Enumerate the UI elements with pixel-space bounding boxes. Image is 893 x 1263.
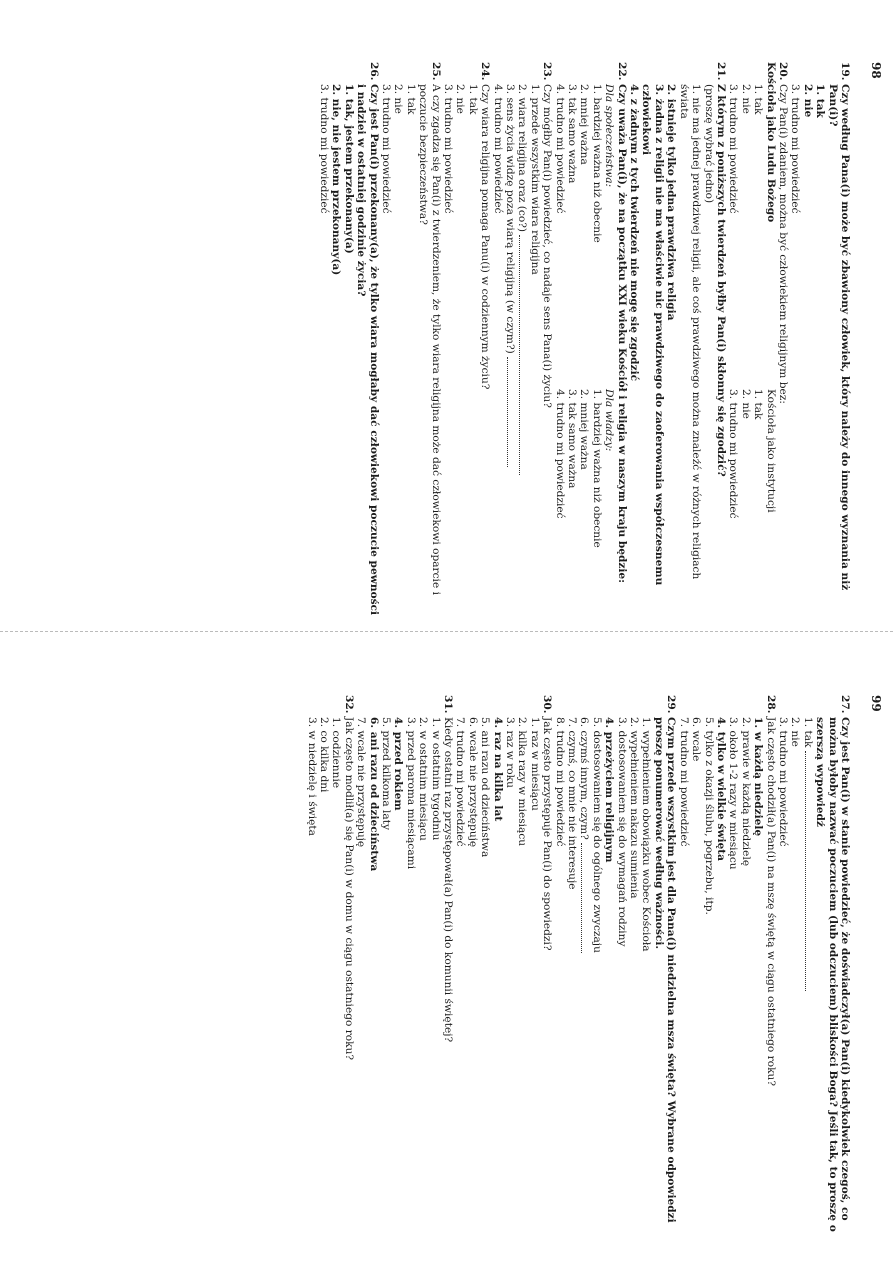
answer-option: 1. bardziej ważna niż obecnie: [590, 389, 603, 548]
answer-option: 1. raz w miesiącu: [528, 717, 541, 811]
answer-option: 6. wcale nie przystępuję: [466, 717, 479, 848]
answer-option: 1. tak: [801, 717, 814, 748]
question-number: 21.: [714, 62, 727, 81]
column-header: Dla władzy:: [603, 389, 616, 452]
answer-option: 4. trudno mi powiedzieć: [491, 84, 504, 214]
answer-option: 3. trudno mi powiedzieć: [776, 717, 789, 847]
answer-option: 3. raz w roku: [504, 717, 517, 788]
answer-option: 3. dostosowaniem się do wymagań rodziny: [615, 717, 628, 947]
question-text: Czy jest Pan(i) w stanie powiedzieć, że doświadczył(a) Pan(i) kiedykolwiek czegoś, co można byłoby nazwać poczuciem (lub odczuciem) bliskości Boga? Jeśli tak, to proszę o szerszą wypowiedź: [814, 717, 851, 1232]
question-number: 22.: [615, 62, 628, 81]
question-number: 23.: [541, 62, 554, 81]
answer-option: 5. przed kilkoma laty: [379, 717, 392, 830]
answer-option: 1. nie ma jednej prawdziwej religii, ale coś prawdziwego można znaleźć w różnych religiach świata: [677, 84, 703, 580]
answer-option: 5. ani razu od dzieciństwa: [479, 717, 492, 858]
fill-in-blank[interactable]: [805, 751, 814, 991]
answer-option: 4. trudno mi powiedzieć: [553, 84, 566, 214]
answer-option: 1. tak: [404, 84, 417, 115]
left-page-column: [318, 62, 851, 617]
question-text: Czy mógłby Pan(i) powiedzieć, co nadaje sens Pana(i) życiu?: [541, 84, 554, 408]
answer-option: 8. trudno mi powiedzieć: [553, 717, 566, 847]
answer-option: 2. nie: [739, 84, 752, 114]
answer-option: 3. trudno mi powiedzieć: [727, 389, 740, 519]
question-19: [789, 62, 851, 617]
answer-option: 1. tak: [814, 84, 827, 118]
question-text: Jak często modlił(a) się Pan(i) w domu w ciągu ostatniego roku?: [342, 717, 355, 1061]
answer-grid-header: [603, 62, 615, 617]
answer-row: [578, 62, 590, 617]
answer-option: 2. nie: [392, 84, 405, 114]
column-header: Dla społeczeństwa:: [603, 84, 616, 188]
answer-option: 3. trudno mi powiedzieć: [789, 84, 802, 214]
question-number: 25.: [429, 62, 442, 81]
fill-in-blank[interactable]: [519, 235, 528, 475]
answer-option: 2. nie: [454, 84, 467, 114]
answer-option-with-blank: [516, 62, 528, 617]
answer-option: 2. nie: [789, 717, 802, 747]
question-number: 31.: [442, 695, 454, 714]
answer-option: 3. tak samo ważna: [566, 84, 579, 184]
answer-option: 1. tak: [752, 84, 765, 115]
answer-row: [727, 62, 739, 617]
question-text: Czy Pan(i) zdaniem, można być człowiekiem religijnym bez:: [776, 84, 789, 404]
question-text: Czy uważa Pan(i), że na początku XXI wieku Kościół i religia w naszym kraju będzie:: [615, 84, 628, 584]
answer-option: 7. trudno mi powiedzieć: [454, 717, 467, 847]
answer-row: [566, 62, 578, 617]
question-28: [677, 695, 776, 1250]
page-number-left: 98: [869, 62, 883, 79]
answer-option: 6. ani razu od dzieciństwa: [367, 717, 380, 872]
answer-option: 3. około 1-2 razy w miesiącu: [727, 717, 740, 870]
right-page-column: [305, 695, 851, 1250]
answer-option: 4. przed rokiem: [392, 717, 405, 811]
answer-option: 1. codziennie: [330, 717, 343, 789]
question-24: [442, 62, 492, 617]
answer-option: 5. dostosowaniem się do ogólnego zwyczaju: [590, 717, 603, 953]
answer-option: 2. wiara religijna oraz (co?): [516, 84, 529, 233]
answer-option: 7. wcale nie przystępuję: [355, 717, 368, 848]
question-number: 20.: [776, 62, 789, 81]
answer-option: 1. tak: [752, 389, 765, 420]
answer-option-with-blank: [578, 695, 590, 1250]
question-22: [553, 62, 627, 617]
answer-option: 7. czymś, co mnie nie interesuje: [566, 717, 579, 890]
answer-option-with-blank: [801, 695, 813, 1250]
question-text: Czy według Pana(i) może być zbawiony człowiek, który należy do innego wyznania niż Pan(i)?: [826, 84, 851, 591]
question-25: [380, 62, 442, 617]
answer-option: 2. wypełnieniem nakazu sumienia: [628, 717, 641, 899]
answer-option: 2. nie: [801, 84, 814, 118]
answer-option: 2. w ostatnim miesiącu: [417, 717, 430, 841]
fill-in-blank[interactable]: [507, 357, 516, 467]
center-fold: [0, 631, 893, 633]
answer-option: 2. co kilka dni: [317, 717, 330, 793]
answer-option: 2. mniej ważna: [578, 389, 591, 470]
answer-grid-header: [764, 62, 776, 617]
answer-option: 1. przede wszystkim wiara religijna: [528, 84, 541, 275]
answer-option: 2. istnieje tylko jedna prawdziwa religia: [665, 84, 678, 321]
column-header: Kościoła jako Ludu Bożego: [764, 62, 777, 223]
question-text: Z którym z poniższych twierdzeń byłby Pan(i) skłonny się zgodzić?: [714, 84, 727, 477]
answer-option: 1. tak, jestem przekonany(a): [342, 84, 355, 254]
fill-in-blank[interactable]: [581, 843, 590, 953]
column-header: Kościoła jako instytucji: [764, 389, 777, 513]
question-27: [777, 695, 851, 1250]
question-text: Jak często chodził(a) Pan(i) na mszę świętą w ciągu ostatniego roku?: [764, 717, 777, 1087]
question-31: [355, 695, 454, 1250]
question-21: [628, 62, 727, 617]
answer-option: 3. trudno mi powiedzieć: [442, 84, 454, 214]
answer-option: 4. raz na kilka lat: [491, 717, 504, 822]
question-number: 28.: [764, 695, 777, 714]
answer-row: [752, 62, 764, 617]
answer-option: 3. tak samo ważna: [566, 389, 579, 489]
answer-option: 3. sens życia widzę poza wiarą religijną (w czym?): [504, 84, 517, 354]
question-29: [553, 695, 677, 1250]
answer-option: 5. tylko z okazji ślubu, pogrzebu, itp.: [702, 717, 715, 915]
answer-option: 6. czymś innym, czym?: [578, 717, 591, 840]
answer-option: 3. żadna z religii nie ma właściwie nic prawdziwego do zaoferowania współczesnemu człowiekowi: [640, 84, 665, 586]
question-23: [491, 62, 553, 617]
answer-option: 7. trudno mi powiedzieć: [677, 717, 690, 847]
question-number: 24.: [479, 62, 492, 81]
answer-option: 3. trudno mi powiedzieć: [379, 84, 392, 214]
answer-option: 4. tylko w wielkie święta: [714, 717, 727, 862]
answer-option: 1. w ostatnim tygodniu: [429, 717, 442, 841]
question-text: Czym przede wszystkim jest dla Pana(i) niedzielna msza święta? Wybrane odpowiedzi proszę ponumerować według ważności.: [652, 717, 678, 1223]
answer-option: 1. wypełnieniem obowiązku wobec Kościoła: [640, 717, 653, 952]
question-number: 30.: [541, 695, 554, 714]
answer-option: 2. mniej ważna: [578, 84, 591, 165]
answer-option: 3. w niedzielę i święta: [305, 717, 318, 836]
answer-option: 4. przeżyciem religijnym: [603, 717, 616, 863]
answer-option: 1. tak: [466, 84, 479, 115]
question-32: [305, 695, 355, 1250]
answer-option: 2. kilka razy w miesiącu: [516, 717, 529, 847]
question-number: 26.: [367, 62, 380, 81]
question-number: 29.: [665, 695, 678, 714]
answer-option-with-blank: [504, 62, 516, 617]
answer-option: 4. z żadnym z tych twierdzeń nie mogę się zgodzić: [628, 84, 641, 382]
answer-row: [553, 62, 565, 617]
answer-option: 1. bardziej ważna niż obecnie: [590, 84, 603, 243]
answer-option: 3. trudno mi powiedzieć: [727, 84, 740, 214]
question-number: 27.: [839, 695, 851, 714]
answer-row: [739, 62, 751, 617]
question-text: Czy wiara religijna pomaga Panu(i) w codziennym życiu?: [479, 84, 492, 390]
answer-option: 2. nie, nie jestem przekonany(a): [330, 84, 343, 276]
question-text: Kiedy ostatni raz przystępował(a) Pan(i) do komunii świętej?: [442, 717, 454, 1043]
question-text: Jak często przystępuje Pan(i) do spowiedzi?: [541, 717, 554, 951]
question-number: 32.: [342, 695, 355, 714]
answer-option: 2. prawie w każdą niedzielę: [739, 717, 752, 867]
answer-option: 6. wcale: [690, 717, 703, 762]
answer-option: 4. trudno mi powiedzieć: [553, 389, 566, 519]
page-number-right: 99: [869, 695, 883, 712]
question-number: 19.: [839, 62, 851, 81]
question-30: [454, 695, 553, 1250]
answer-option: 3. przed paroma miesiącami: [404, 717, 417, 870]
answer-option: 1. w każdą niedzielę: [752, 717, 765, 837]
answer-option: 2. nie: [739, 389, 752, 419]
question-26: [318, 62, 380, 617]
question-20: [727, 62, 789, 617]
question-note: (proszę wybrać jedno): [702, 84, 715, 204]
answer-row: [590, 62, 602, 617]
question-text: A czy zgadza się Pan(i) z twierdzeniem, że tylko wiara religijna może dać człowiekowi oparcie i poczucie bezpieczeństwa?: [417, 84, 442, 595]
question-text: Czy jest Pan(i) przekonany(a), że tylko wiara mogłaby dać człowiekowi poczucie pewności i nadziei w ostatniej godzinie życia?: [355, 84, 380, 616]
answer-option: 3. trudno mi powiedzieć: [317, 84, 330, 214]
